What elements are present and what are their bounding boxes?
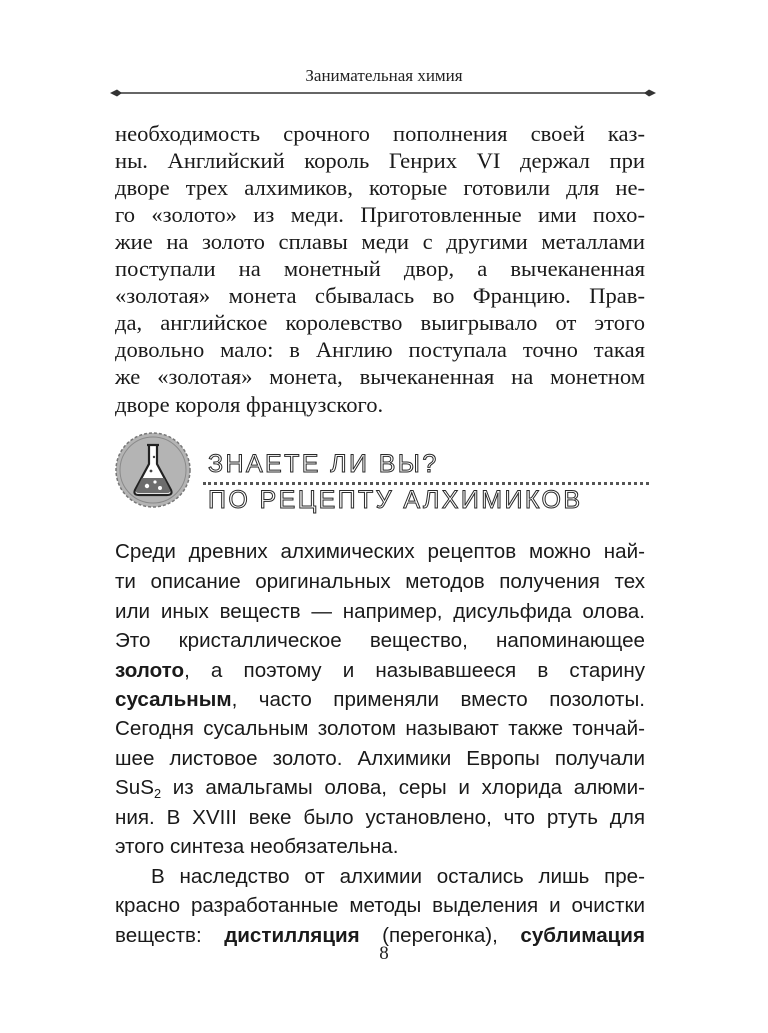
intro-line: довольно мало: в Англию поступала точно такая	[115, 337, 645, 362]
formula-subscript: 2	[153, 786, 162, 802]
page-number: 8	[379, 943, 389, 964]
bold-term-susalny: сусальным	[115, 688, 232, 711]
intro-line: дворе трех алхимиков, которые готовили для не-	[115, 175, 645, 200]
sidebar-line-2: ти описание оригинальных методов получения тех	[115, 570, 645, 593]
intro-line: жие на золото сплавы меди с другими металлами	[115, 229, 645, 254]
chemical-formula: SuS	[115, 776, 154, 799]
header-ornament-rule	[110, 86, 656, 100]
sidebar-line-6: сусальным, часто применяли вместо позолоты.	[115, 688, 645, 711]
running-title: Занимательная химия	[305, 66, 463, 85]
intro-line: необходимость срочного пополнения своей каз-	[115, 121, 645, 146]
sidebar-label: ЗНАЕТЕ ЛИ ВЫ?	[208, 450, 439, 478]
sidebar-line-4: Это кристаллическое вещество, напоминающее	[115, 629, 645, 652]
intro-line: го «золото» из меди. Приготовленные ими похо-	[115, 202, 645, 227]
sidebar-line-11: этого синтеза необязательна.	[115, 835, 399, 858]
sidebar-line-13: красно разработанные методы выделения и очистки	[115, 894, 645, 917]
sidebar-line-1: Среди древних алхимических рецептов можно най-	[115, 540, 645, 563]
intro-line: поступали на монетный двор, а вычеканенная	[115, 256, 645, 281]
sidebar-line-7: Сегодня сусальным золотом называют также тончай-	[115, 717, 645, 740]
sidebar-line-3: или иных веществ — например, дисульфида олова.	[115, 600, 645, 623]
intro-line: «золотая» монета сбывалась во Францию. Прав-	[115, 283, 645, 308]
bold-term-distillation: дистилляция	[224, 924, 360, 947]
sidebar-line-5: золото, а поэтому и называвшееся в старину	[115, 659, 645, 682]
sidebar-line-12: В наследство от алхимии остались лишь пре-	[151, 865, 645, 888]
sidebar-line-9: SuS2 из амальгамы олова, серы и хлорида алюми-	[115, 776, 645, 802]
flask-icon	[114, 431, 192, 509]
bold-term-gold: золото	[115, 659, 185, 682]
sidebar-line-8: шее листовое золото. Алхимики Европы получали	[115, 747, 645, 770]
intro-line: ны. Английский король Генрих VI держал при	[115, 148, 645, 173]
intro-line: же «золотая» монета, вычеканенная на монетном	[115, 364, 645, 389]
sidebar-dotted-divider	[203, 482, 649, 485]
intro-line: да, английское королевство выигрывало от этого	[115, 310, 645, 335]
sidebar-line-10: ния. В XVIII веке было установлено, что ртуть для	[115, 806, 645, 829]
intro-line: дворе короля французского.	[115, 392, 384, 417]
bold-term-sublimation: сублимация	[520, 924, 645, 947]
sidebar-title: ПО РЕЦЕПТУ АЛХИМИКОВ	[208, 486, 583, 514]
sidebar-line-14: веществ: дистилляция (перегонка), сублимация	[115, 924, 645, 947]
